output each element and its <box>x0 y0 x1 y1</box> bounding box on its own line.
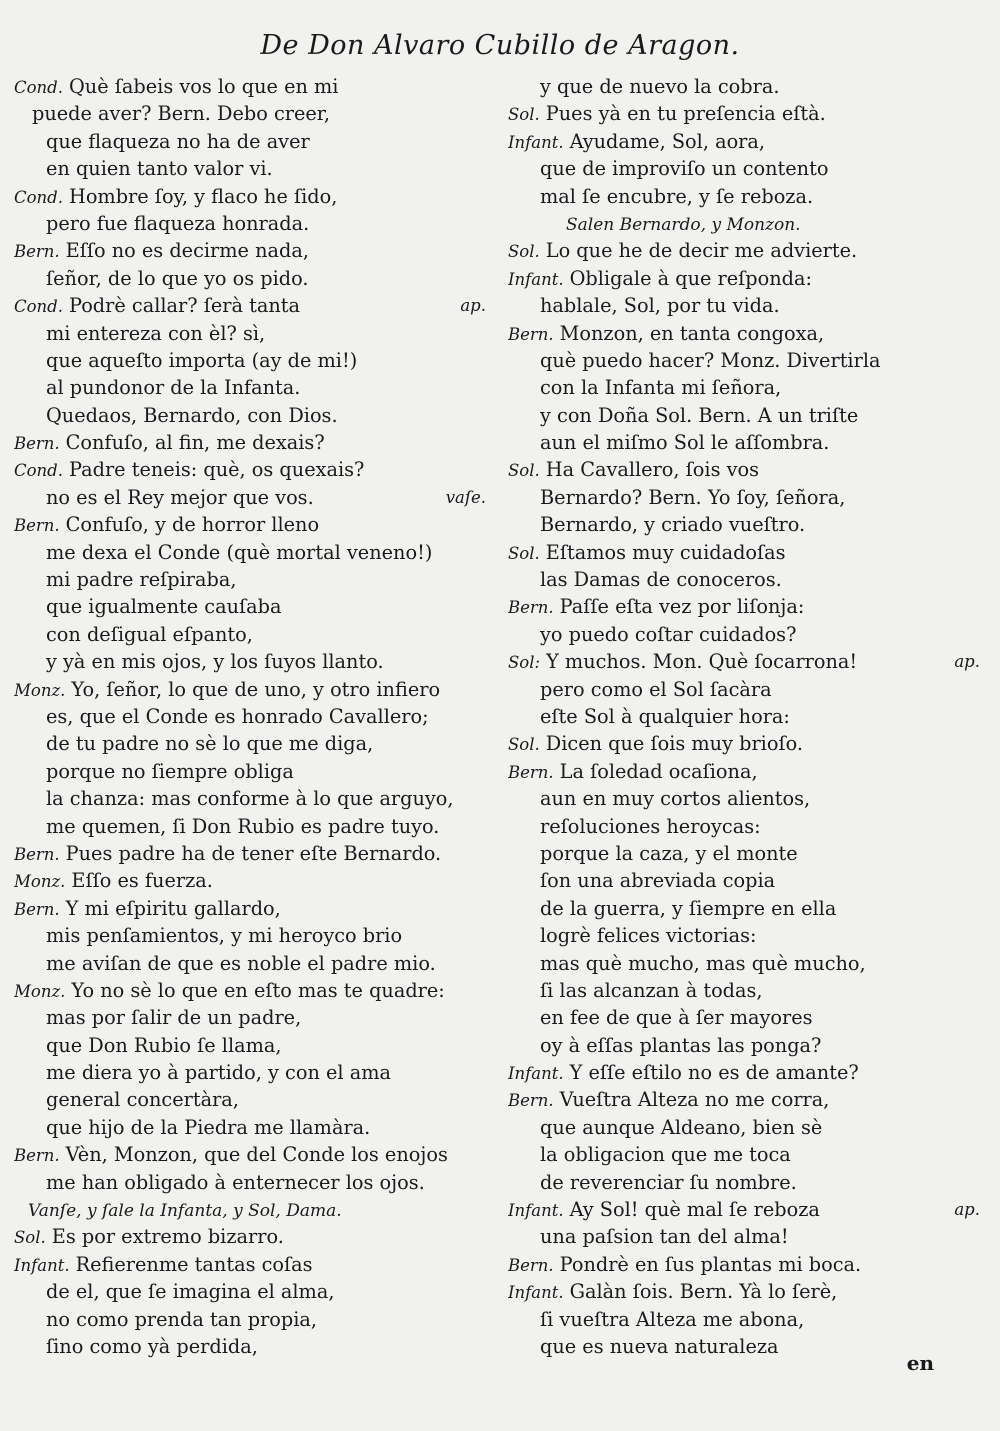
verse-line <box>14 676 492 703</box>
speaker-label: Bern. <box>508 1091 554 1111</box>
verse-text: Pondrè en ſus plantas mi boca. <box>559 1252 862 1276</box>
verse-line <box>14 813 492 840</box>
verse-text: Dicen que ſois muy brioſo. <box>545 732 803 756</box>
verse-text: y con Doña Sol. Bern. A un triſte <box>540 403 859 427</box>
verse-line <box>14 730 492 757</box>
verse-text: con deſigual eſpanto, <box>46 622 253 646</box>
verse-line <box>508 621 986 648</box>
verse-text: Ayudame, Sol, aora, <box>569 129 766 153</box>
verse-line <box>508 703 986 730</box>
verse-text: pero como el Sol ſacàra <box>540 677 772 701</box>
verse-text: y yà en mis ojos, y los ſuyos llanto. <box>46 650 384 674</box>
speaker-label: Monz. <box>14 981 66 1001</box>
verse-line <box>508 950 986 977</box>
verse-text: ſon una abreviada copia <box>540 869 776 893</box>
verse-text: Paſſe eſta vez por liſonja: <box>559 595 805 619</box>
verse-line <box>14 895 492 922</box>
verse-text: Eſſo no es decirme nada, <box>65 239 309 263</box>
speaker-label: Sol. <box>508 543 540 563</box>
verse-line <box>14 785 492 812</box>
verse-text: aun el miſmo Sol le aſſombra. <box>540 431 830 455</box>
verse-text: general concertàra, <box>46 1088 239 1112</box>
verse-line <box>14 840 492 867</box>
verse-line <box>14 402 492 429</box>
verse-line <box>508 183 986 210</box>
speaker-label: Bern. <box>14 844 60 864</box>
speaker-label: Bern. <box>14 516 60 536</box>
verse-line <box>508 1196 986 1223</box>
verse-line <box>508 785 986 812</box>
verse-text: Vèn, Monzon, que del Conde los enojos <box>65 1143 448 1167</box>
verse-text: mal ſe encubre, y ſe reboza. <box>540 184 814 208</box>
speaker-label: Cond. <box>14 461 63 481</box>
verse-line <box>508 1223 986 1250</box>
verse-text: me diera yo à partido, y con el ama <box>46 1061 391 1085</box>
verse-line <box>508 977 986 1004</box>
verse-line <box>508 867 986 894</box>
verse-line <box>508 374 986 401</box>
verse-line <box>14 867 492 894</box>
speaker-label: Infant. <box>508 269 564 289</box>
verse-line <box>508 1169 986 1196</box>
verse-text: la chanza: mas conforme à lo que arguyo, <box>46 787 454 811</box>
speaker-label: Cond. <box>14 78 63 97</box>
verse-line <box>508 840 986 867</box>
speaker-label: Bern. <box>508 1255 554 1275</box>
verse-text: Y mi eſpiritu gallardo, <box>65 896 281 920</box>
verse-line <box>14 210 492 237</box>
verse-line <box>14 539 492 566</box>
stage-direction: Salen Bernardo, y Monzon. <box>566 214 801 235</box>
verse-text: Pues yà en tu preſencia eſtà. <box>545 102 826 126</box>
verse-text: Vueſtra Alteza no me corra, <box>559 1088 830 1112</box>
verse-text: es, que el Conde es honrado Cavallero; <box>46 704 429 728</box>
verse-line <box>14 1086 492 1113</box>
left-column <box>14 73 492 1360</box>
verse-line <box>14 621 492 648</box>
speaker-label: Bern. <box>508 324 554 344</box>
verse-text: Refierenme tantas coſas <box>75 1252 313 1276</box>
verse-text: Y eſſe eſtilo no es de amante? <box>569 1061 859 1085</box>
verse-text: que de improviſo un contento <box>540 157 829 181</box>
verse-text: ſino como yà perdida, <box>46 1334 258 1358</box>
verse-text: Ha Cavallero, ſois vos <box>545 458 759 482</box>
verse-text: Yo no sè lo que en eſto mas te quadre: <box>71 978 445 1002</box>
verse-text: pero fue flaqueza honrada. <box>46 211 310 235</box>
verse-text: las Damas de conoceros. <box>540 568 782 592</box>
verse-text: de tu padre no sè lo que me diga, <box>46 732 374 756</box>
verse-line <box>508 895 986 922</box>
aside-marker: ap. <box>954 1200 980 1220</box>
right-column <box>508 73 986 1360</box>
verse-line <box>508 484 986 511</box>
verse-text: la obligacion que me toca <box>540 1143 791 1167</box>
verse-text: y que de nuevo la cobra. <box>540 75 780 98</box>
verse-line <box>508 210 986 237</box>
verse-text: Confuſo, al fin, me dexais? <box>65 431 325 455</box>
verse-line <box>14 566 492 593</box>
verse-line <box>508 511 986 538</box>
verse-text: Pues padre ha de tener eſte Bernardo. <box>65 841 442 865</box>
verse-line <box>14 950 492 977</box>
verse-text: que aunque Aldeano, bien sè <box>540 1115 823 1139</box>
verse-line <box>14 429 492 456</box>
verse-line <box>14 922 492 949</box>
verse-text: que igualmente cauſaba <box>46 595 282 619</box>
verse-text: que es nueva naturaleza <box>540 1334 779 1358</box>
verse-line <box>508 456 986 483</box>
speaker-label: Sol. <box>508 735 540 755</box>
verse-line <box>508 1086 986 1113</box>
speaker-label: Infant. <box>508 1064 564 1084</box>
verse-line <box>14 758 492 785</box>
speaker-label: Bern. <box>14 434 60 454</box>
verse-text: eſte Sol à qualquier hora: <box>540 704 790 728</box>
verse-line <box>14 237 492 264</box>
verse-text: què puedo hacer? Monz. Divertirla <box>540 348 881 372</box>
verse-text: de el, que ſe imagina el alma, <box>46 1280 335 1304</box>
verse-line <box>14 484 492 511</box>
verse-text: mi padre reſpiraba, <box>46 568 237 592</box>
speaker-label: Bern. <box>508 762 554 782</box>
verse-text: mis penſamientos, y mi heroyco brio <box>46 924 403 948</box>
speaker-label: Bern. <box>14 899 60 919</box>
verse-text: Es por extremo bizarro. <box>51 1225 284 1249</box>
verse-line <box>508 1004 986 1031</box>
speaker-label: Infant. <box>508 132 564 152</box>
speaker-label: Cond. <box>14 297 63 317</box>
verse-text: porque la caza, y el monte <box>540 841 798 865</box>
verse-line <box>14 1114 492 1141</box>
verse-line <box>14 100 492 127</box>
stage-direction: Vanſe, y ſale la Infanta, y Sol, Dama. <box>28 1201 342 1222</box>
verse-line <box>508 539 986 566</box>
verse-line <box>14 183 492 210</box>
verse-text: de la guerra, y ſiempre en ella <box>540 896 837 920</box>
verse-line <box>14 347 492 374</box>
speaker-label: Sol. <box>508 105 540 125</box>
verse-text: mas què mucho, mas què mucho, <box>540 951 866 975</box>
verse-line <box>508 265 986 292</box>
verse-line <box>14 1032 492 1059</box>
verse-text: me dexa el Conde (què mortal veneno!) <box>46 540 433 564</box>
verse-text: que flaqueza no ha de aver <box>46 129 310 153</box>
verse-line <box>508 730 986 757</box>
verse-text: oy à eſſas plantas las ponga? <box>540 1033 822 1057</box>
verse-line <box>508 758 986 785</box>
speaker-label: Infant. <box>508 1283 564 1303</box>
verse-line <box>508 676 986 703</box>
speaker-label: Infant. <box>14 1255 70 1275</box>
speaker-label: Monz. <box>14 872 66 892</box>
verse-line <box>508 1032 986 1059</box>
verse-line <box>14 593 492 620</box>
verse-text: mi entereza con èl? sì, <box>46 321 266 345</box>
verse-line <box>508 813 986 840</box>
verse-line <box>508 128 986 155</box>
verse-line <box>14 1306 492 1333</box>
aside-marker: ap. <box>954 652 980 672</box>
verse-text: reſoluciones heroycas: <box>540 814 761 838</box>
verse-line <box>508 1141 986 1168</box>
verse-text: me han obligado à enternecer los ojos. <box>46 1170 425 1194</box>
speaker-label: Infant. <box>508 1201 564 1221</box>
verse-line <box>14 374 492 401</box>
verse-text: me aviſan de que es noble el padre mio. <box>46 951 436 975</box>
verse-text: Confuſo, y de horror lleno <box>65 513 320 537</box>
verse-line <box>508 292 986 319</box>
verse-text: ſi vueſtra Alteza me abona, <box>540 1307 805 1331</box>
verse-text: en fee de que à ſer mayores <box>540 1006 813 1030</box>
verse-text: yo puedo coſtar cuidados? <box>540 622 797 646</box>
verse-line <box>508 320 986 347</box>
speaker-label: Sol. <box>508 242 540 262</box>
verse-text: Padre teneis: què, os quexais? <box>69 458 365 482</box>
verse-line <box>14 703 492 730</box>
verse-text: Ay Sol! què mal ſe reboza <box>569 1198 820 1222</box>
aside-marker: ap. <box>460 296 486 316</box>
verse-text: una paſsion tan del alma! <box>540 1225 789 1249</box>
verse-text: Bernardo? Bern. Yo ſoy, ſeñora, <box>540 485 846 509</box>
verse-text: con la Infanta mi ſeñora, <box>540 376 782 400</box>
verse-line <box>14 977 492 1004</box>
verse-text: Què ſabeis vos lo que en mi <box>69 75 339 98</box>
verse-text: ſi las alcanzan à todas, <box>540 978 763 1002</box>
verse-line <box>508 922 986 949</box>
verse-line <box>508 73 986 100</box>
verse-line <box>508 1278 986 1305</box>
verse-line <box>14 1141 492 1168</box>
verse-line <box>14 1223 492 1250</box>
verse-text: que hijo de la Piedra me llamàra. <box>46 1115 371 1139</box>
speaker-label: Sol. <box>14 1228 46 1248</box>
verse-line <box>14 511 492 538</box>
verse-text: Quedaos, Bernardo, con Dios. <box>46 403 338 427</box>
verse-text: al pundonor de la Infanta. <box>46 376 301 400</box>
verse-line <box>508 402 986 429</box>
verse-line <box>508 429 986 456</box>
verse-line <box>14 73 492 100</box>
verse-text: hablale, Sol, por tu vida. <box>540 294 780 318</box>
speaker-label: Cond. <box>14 187 63 207</box>
verse-line <box>508 1306 986 1333</box>
verse-text: Galàn ſois. Bern. Yà lo ſerè, <box>569 1280 838 1304</box>
verse-text: Monzon, en tanta congoxa, <box>559 321 825 345</box>
verse-text: Y muchos. Mon. Què ſocarrona! <box>546 650 858 674</box>
verse-line <box>14 320 492 347</box>
verse-text: Lo que he de decir me advierte. <box>545 239 858 263</box>
speaker-label: Bern. <box>14 242 60 262</box>
verse-line <box>14 292 492 319</box>
verse-line <box>14 128 492 155</box>
verse-line <box>14 1251 492 1278</box>
verse-line <box>14 1059 492 1086</box>
verse-text: Yo, ſeñor, lo que de uno, y otro infiero <box>71 677 441 701</box>
verse-line <box>14 155 492 182</box>
verse-text: Eſtamos muy cuidadoſas <box>545 540 786 564</box>
verse-line <box>508 648 986 675</box>
verse-text: Hombre ſoy, y flaco he ſido, <box>69 184 338 208</box>
verse-line <box>508 100 986 127</box>
verse-line <box>14 1333 492 1360</box>
verse-line <box>508 566 986 593</box>
page-title: De Don Alvaro Cubillo de Aragon. <box>260 30 740 61</box>
verse-line <box>14 648 492 675</box>
speaker-label: Sol. <box>508 461 540 481</box>
aside-marker: vaſe. <box>445 487 486 507</box>
verse-text: puede aver? Bern. Debo creer, <box>32 102 331 126</box>
verse-line <box>14 1196 492 1223</box>
verse-text: que Don Rubio ſe llama, <box>46 1033 282 1057</box>
verse-line <box>14 1278 492 1305</box>
verse-text: me quemen, ſi Don Rubio es padre tuyo. <box>46 814 440 838</box>
verse-line <box>14 1004 492 1031</box>
verse-text: no es el Rey mejor que vos. <box>46 485 314 509</box>
verse-text: Eſſo es fuerza. <box>71 869 213 893</box>
verse-text: logrè felices victorias: <box>540 924 757 948</box>
verse-line <box>508 347 986 374</box>
verse-line <box>14 265 492 292</box>
catchword: en <box>906 1351 934 1375</box>
verse-line <box>508 237 986 264</box>
verse-text: Podrè callar? ſerà tanta <box>69 294 300 318</box>
verse-text: ſeñor, de lo que yo os pido. <box>46 266 309 290</box>
verse-text: Bernardo, y criado vueſtro. <box>540 513 806 537</box>
verse-text: mas por ſalir de un padre, <box>46 1006 302 1030</box>
verse-text: en quien tanto valor vi. <box>46 157 273 181</box>
speaker-label: Monz. <box>14 680 66 700</box>
verse-line <box>14 1169 492 1196</box>
verse-line <box>508 1114 986 1141</box>
verse-line <box>508 1251 986 1278</box>
verse-text: Obligale à que reſponda: <box>569 266 813 290</box>
speaker-label: Bern. <box>14 1146 60 1166</box>
verse-text: que aqueſto importa (ay de mi!) <box>46 348 358 372</box>
verse-line <box>508 593 986 620</box>
verse-line <box>508 155 986 182</box>
verse-text: de reverenciar ſu nombre. <box>540 1170 797 1194</box>
verse-text: aun en muy cortos alientos, <box>540 787 811 811</box>
speaker-label: Bern. <box>508 598 554 618</box>
verse-text: no como prenda tan propia, <box>46 1307 318 1331</box>
verse-line <box>14 456 492 483</box>
speaker-label: Sol: <box>508 653 541 673</box>
verse-text: La ſoledad ocaſiona, <box>559 759 758 783</box>
verse-line <box>508 1059 986 1086</box>
verse-text: porque no ſiempre obliga <box>46 759 294 783</box>
